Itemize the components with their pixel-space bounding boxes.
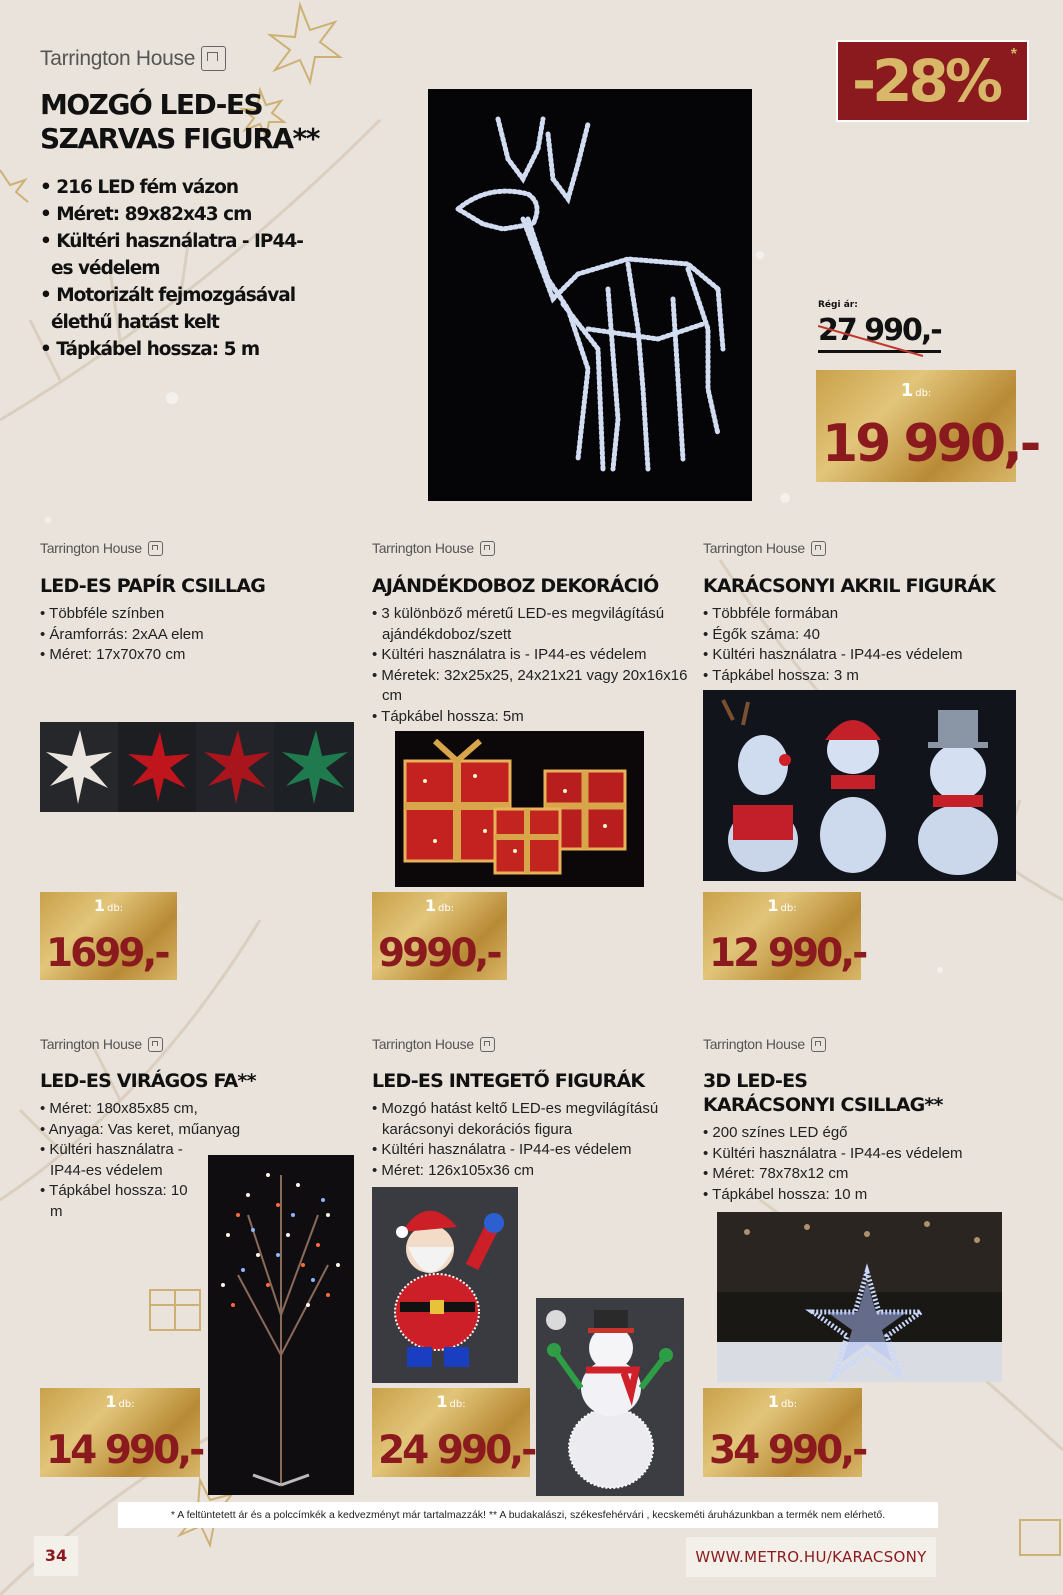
acrylic-figures-photo [703,690,1016,881]
product-1-features [40,604,350,666]
discount-value: -28% [852,47,999,115]
hero-brand [40,46,226,71]
hero-feature: • Méret: 89x82x43 cm [40,201,315,228]
product-6-title-line1: 3D LED-ES [703,1070,808,1092]
brand-name: Tarrington House [372,1036,474,1052]
product-3-features [703,604,1023,686]
product-2-features [372,604,692,728]
product-3-title: KARÁCSONYI AKRIL FIGURÁK [703,575,996,597]
product-2-price-box [372,892,507,980]
qty-unit: db: [915,388,932,399]
feature: • Méret: 78x78x12 cm [703,1164,1023,1185]
qty-unit: db: [107,903,124,914]
discount-footnote-mark: * [1010,46,1017,63]
product-6-brand [703,1036,826,1052]
product-4-price: 14 990,- [46,1428,203,1473]
feature: • 200 színes LED égő [703,1123,1023,1144]
brand-logo-icon [148,541,163,556]
qty-number: 1 [93,896,106,915]
product-3-brand [703,540,826,556]
feature: • Tápkábel hossza: 5m [372,707,692,728]
feature: • Áramforrás: 2xAA elem [40,625,350,646]
feature: • Tápkábel hossza: 10 m [703,1185,1023,1206]
feature: • Méretek: 32x25x25, 24x21x21 vagy 20x16x16 cm [372,666,692,707]
feature: • Többféle színben [40,604,350,625]
feature: • Égők száma: 40 [703,625,1023,646]
hero-qty [816,380,1016,401]
product-1-qty [40,896,177,915]
feature: • Kültéri használatra - IP44-es védelem [372,1140,687,1161]
snowman-photo [536,1298,684,1496]
product-5-price: 24 990,- [378,1428,535,1473]
brand-logo-icon [480,1037,495,1052]
feature: • Méret: 180x85x85 cm, [40,1099,255,1120]
product-1-brand [40,540,163,556]
hero-title-line2: SZARVAS FIGURA** [40,122,319,155]
product-2-title: AJÁNDÉKDOBOZ DEKORÁCIÓ [372,575,659,597]
feature: • Kültéri használatra - IP44-es védelem [703,645,1023,666]
product-6-title [703,1069,943,1117]
feature: • Tápkábel hossza: 3 m [703,666,1023,687]
hero-title-line1: MOZGÓ LED-ES [40,88,263,121]
hero-brand-name: Tarrington House [40,46,196,70]
hero-feature: • Motorizált fejmozgásával élethű hatást kelt [40,282,315,336]
product-5-title: LED-ES INTEGETŐ FIGURÁK [372,1070,645,1092]
product-1-price-box [40,892,177,980]
product-4-brand [40,1036,163,1052]
feature: • Anyaga: Vas keret, műanyag [40,1120,255,1141]
product-5-qty [372,1392,530,1411]
product-5-brand [372,1036,495,1052]
product-6-title-line2: KARÁCSONYI CSILLAG** [703,1094,943,1116]
qty-number: 1 [900,380,914,401]
product-3-price-box [703,892,866,980]
hero-price-box [816,370,1039,482]
feature: • Mozgó hatást keltő LED-es megvilágítású karácsonyi dekorációs figura [372,1099,687,1140]
product-5-price-box [372,1388,535,1477]
product-6-qty [703,1392,862,1411]
old-price-value: 27 990,- [818,313,941,348]
product-6-features [703,1123,1023,1205]
qty-number: 1 [105,1392,117,1411]
feature: • Kültéri használatra - IP44-es védelem [703,1144,1023,1165]
hero-feature: • Tápkábel hossza: 5 m [40,336,315,363]
qty-unit: db: [438,903,455,914]
qty-number: 1 [436,1392,448,1411]
3d-star-photo [717,1212,1002,1382]
product-6-price-box [703,1388,866,1477]
brand-logo-icon [811,1037,826,1052]
qty-number: 1 [767,896,779,915]
brand-logo-icon [480,541,495,556]
product-1-title: LED-ES PAPÍR CSILLAG [40,575,266,597]
qty-number: 1 [424,896,437,915]
brand-name: Tarrington House [40,1036,142,1052]
feature: • Tápkábel hossza: 10 m [40,1181,190,1222]
product-1-price: 1699,- [46,931,168,976]
feature: • Kültéri használatra - IP44-es védelem [40,1140,200,1181]
product-6-price: 34 990,- [709,1428,866,1473]
qty-unit: db: [449,1399,466,1410]
discount-badge [836,40,1029,122]
product-2-price: 9990,- [378,931,500,976]
brand-name: Tarrington House [703,540,805,556]
metro-url-link[interactable]: WWW.METRO.HU/KARACSONY [686,1537,936,1577]
product-4-price-box [40,1388,203,1477]
product-5-features [372,1099,687,1181]
brand-logo-icon [811,541,826,556]
santa-photo [372,1187,518,1383]
feature: • Többféle formában [703,604,1023,625]
product-4-title: LED-ES VIRÁGOS FA** [40,1070,256,1092]
paper-star-photo [40,722,354,812]
brand-logo-icon [201,46,226,71]
gift-box-photo [395,731,644,887]
hero-title [40,88,319,156]
feature: • Méret: 126x105x36 cm [372,1161,687,1182]
brand-name: Tarrington House [40,540,142,556]
qty-unit: db: [118,1399,135,1410]
reindeer-photo [428,89,752,501]
feature: • Méret: 17x70x70 cm [40,645,350,666]
qty-unit: db: [781,1399,798,1410]
product-2-brand [372,540,495,556]
hero-features [40,174,315,363]
brand-logo-icon [148,1037,163,1052]
brand-name: Tarrington House [703,1036,805,1052]
old-price-label: Régi ár: [818,300,858,310]
led-tree-photo [208,1155,354,1495]
footnote: * A feltüntetett ár és a polccímkék a kedvezményt már tartalmazzák! ** A budakalászi, székesfehérvári , kecskeméti áruházunkban a termék nem elérhető. [118,1502,938,1528]
product-4-qty [40,1392,200,1411]
product-3-price: 12 990,- [709,931,866,976]
product-2-qty [372,896,507,915]
hero-feature: • 216 LED fém vázon [40,174,315,201]
brand-name: Tarrington House [372,540,474,556]
qty-number: 1 [767,1392,780,1411]
old-price-strike [818,318,928,360]
qty-unit: db: [780,903,797,914]
hero-feature: • Kültéri használatra - IP44-es védelem [40,228,315,282]
feature: • Kültéri használatra is - IP44-es védelem [372,645,692,666]
feature: • 3 különböző méretű LED-es megvilágítású ajándékdoboz/szett [372,604,692,645]
product-3-qty [703,896,861,915]
page-number: 34 [34,1536,78,1576]
hero-price: 19 990,- [822,414,1039,474]
